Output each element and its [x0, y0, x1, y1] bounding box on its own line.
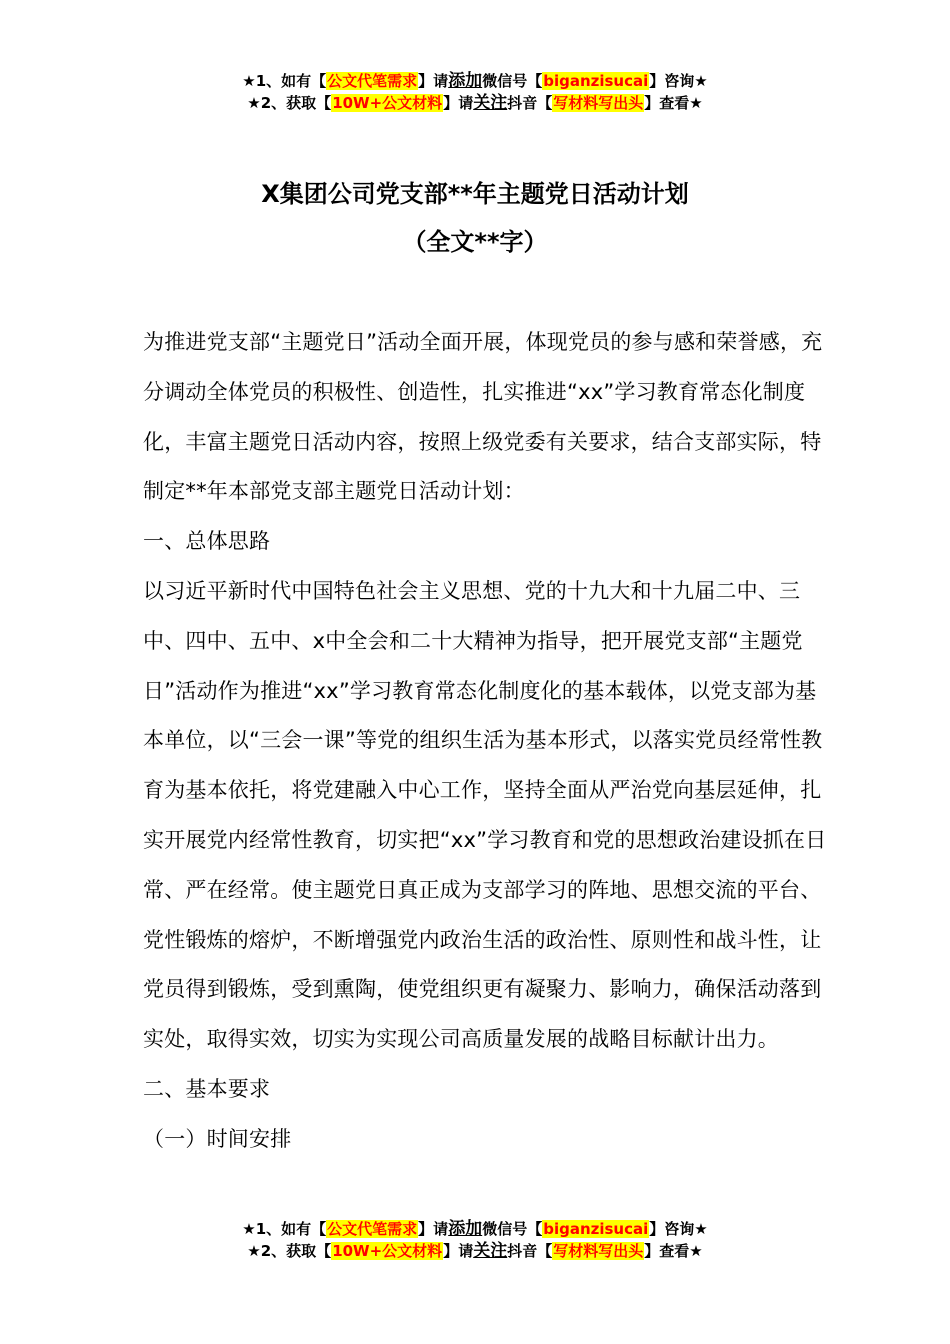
banner-text: 】查看★	[644, 1242, 703, 1260]
banner-underline: 关注	[473, 93, 508, 113]
banner-highlight: 公文代笔需求	[327, 72, 418, 90]
banner-underline: 添加	[448, 1219, 483, 1239]
banner-text: 】查看★	[644, 94, 703, 112]
banner-underline: 添加	[448, 71, 483, 91]
banner-line-1	[0, 1218, 950, 1240]
subsection-heading: （一）时间安排	[143, 1126, 292, 1151]
document-body	[143, 318, 833, 1165]
banner-text: 微信号【	[482, 1220, 543, 1238]
section-heading-1: 一、总体思路	[143, 529, 271, 554]
banner-highlight: 写材料写出头	[553, 1242, 644, 1260]
banner-highlight: 写材料写出头	[553, 94, 644, 112]
banner-text: 抖音【	[507, 1242, 553, 1260]
banner-text: 微信号【	[482, 72, 543, 90]
document-subtitle: （全文**字）	[402, 228, 548, 256]
banner-text: 】咨询★	[649, 72, 708, 90]
banner-line-2	[0, 1240, 950, 1262]
footer-banner	[0, 1218, 950, 1262]
header-banner	[0, 70, 950, 114]
banner-text: 】请	[418, 1220, 449, 1238]
intro-paragraph: 为推进党支部“主题党日”活动全面开展，体现党员的参与感和荣誉感，充分调动全体党员的积极性、创造性，扎实推进“xx”学习教育常态化制度化，丰富主题党日活动内容，按照上级党委有关要求，结合支部实际，特制定**年本部党支部主题党日活动计划：	[143, 330, 823, 504]
banner-highlight: 10W+公文材料	[332, 1242, 443, 1260]
banner-text: ★1、如有【	[242, 72, 327, 90]
banner-line-1	[0, 70, 950, 92]
banner-line-2	[0, 92, 950, 114]
banner-text: 】请	[443, 1242, 474, 1260]
banner-highlight: 公文代笔需求	[327, 1220, 418, 1238]
banner-text: ★1、如有【	[242, 1220, 327, 1238]
banner-text: 抖音【	[507, 94, 553, 112]
section-paragraph-1: 以习近平新时代中国特色社会主义思想、党的十九大和十九届二中、三中、四中、五中、x中全会和二十大精神为指导，把开展党支部“主题党日”活动作为推进“xx”学习教育常态化制度化的基本载体，以党支部为基本单位，以“三会一课”等党的组织生活为基本形式，以落实党员经常性教育为基本依托，将党建融入中心工作，坚持全面从严治党向基层延伸，扎实开展党内经常性教育，切实把“xx”学习教育和党的思想政治建设抓在日常、严在经常。使主题党日真正成为支部学习的阵地、思想交流的平台、党性锻炼的熔炉，不断增强党内政治生活的政治性、原则性和战斗性，让党员得到锻炼，受到熏陶，使党组织更有凝聚力、影响力，确保活动落到实处，取得实效，切实为实现公司高质量发展的战略目标献计出力。	[143, 578, 827, 1052]
banner-underline: 关注	[473, 1241, 508, 1261]
section-heading-2: 二、基本要求	[143, 1076, 271, 1101]
banner-highlight: biganzisucai	[543, 1220, 649, 1238]
banner-text: 】咨询★	[649, 1220, 708, 1238]
banner-text: 】请	[443, 94, 474, 112]
document-title: X集团公司党支部**年主题党日活动计划	[261, 180, 689, 208]
banner-text: ★2、获取【	[247, 94, 332, 112]
banner-text: 】请	[418, 72, 449, 90]
banner-text: ★2、获取【	[247, 1242, 332, 1260]
banner-highlight: 10W+公文材料	[332, 94, 443, 112]
banner-highlight: biganzisucai	[543, 72, 649, 90]
